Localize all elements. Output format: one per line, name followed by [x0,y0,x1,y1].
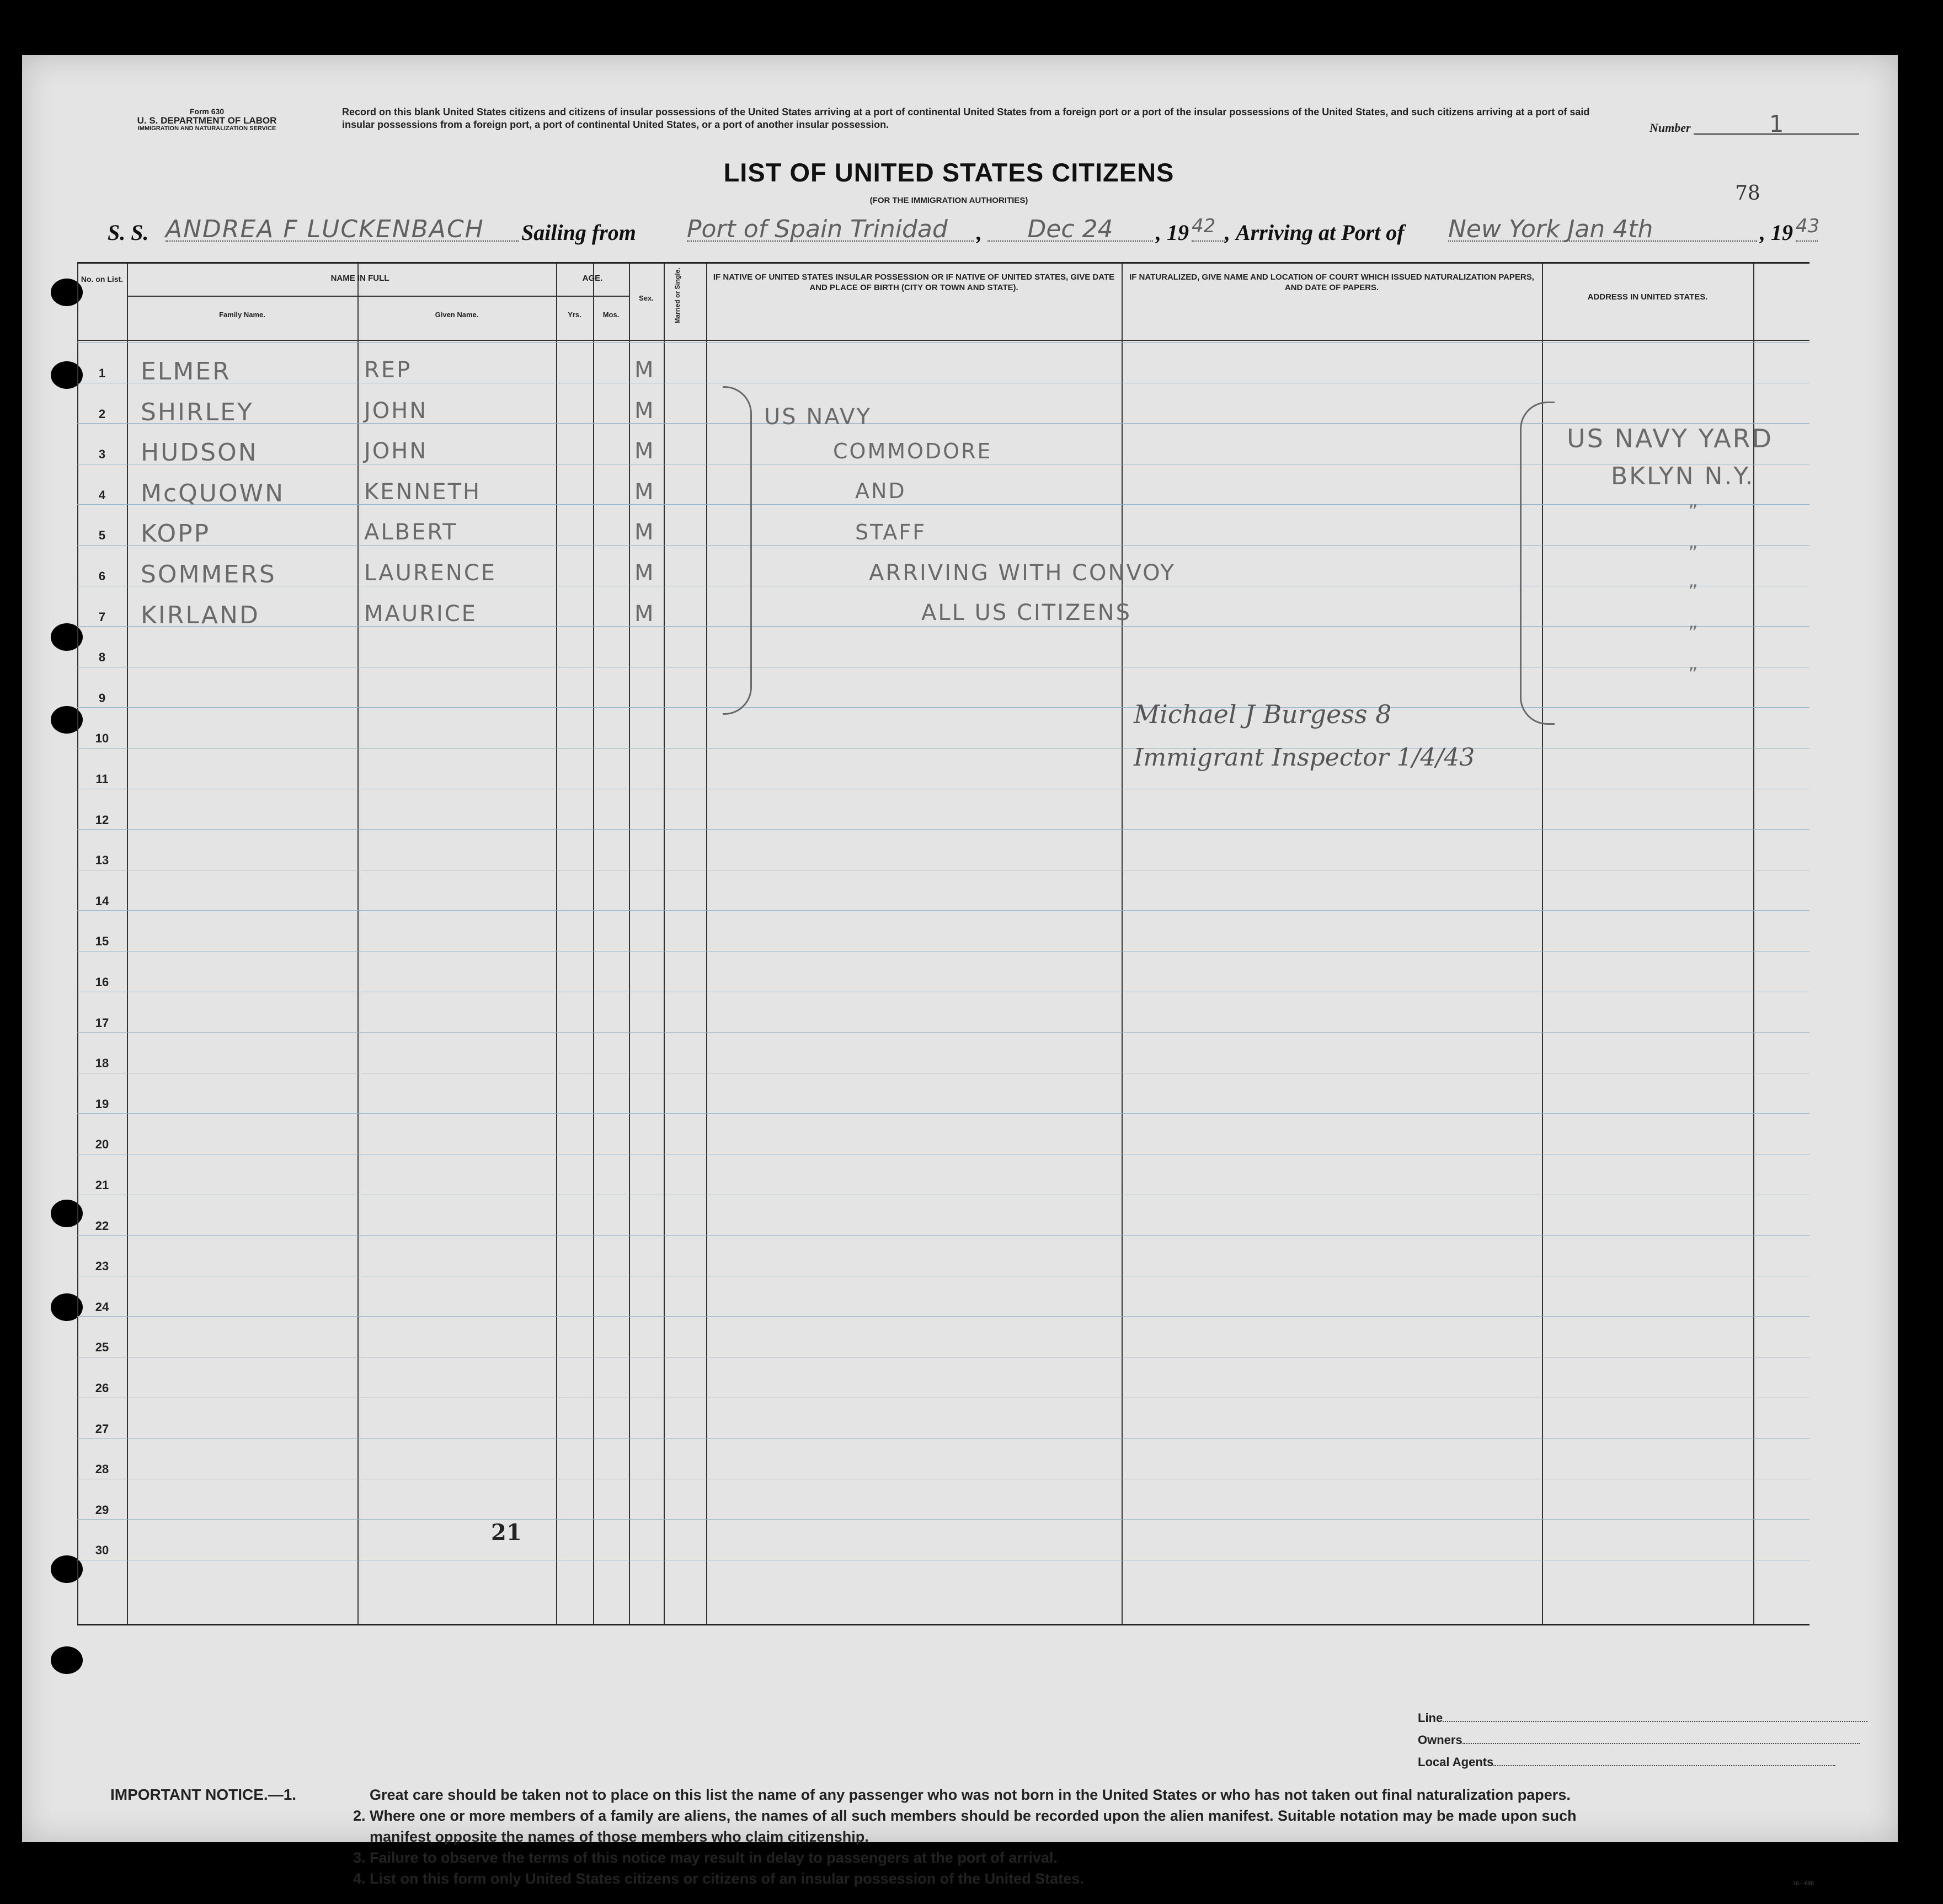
row-number: 30 [95,1543,109,1558]
col-age-years: Yrs. [568,311,581,319]
arrival-port-date: New York Jan 4th [1448,215,1757,242]
form-instructions: Record on this blank United States citizens and citizens of insular possessions of the United States arriving at a port of continental United States from a foreign port or a port of the insular possessions of the United States, and such citizens arriving at a port of said insular possessions from a foreign port, a port of continental United States, or a port of another insular possession. [342,106,1590,131]
manifest-sheet [22,55,1898,1887]
family-name-entry: KOPP [141,520,211,548]
address-brooklyn: BKLYN N.Y. [1611,462,1755,490]
sex-entry: M [634,479,655,505]
given-name-entry: MAURICE [364,601,477,627]
col-naturalization: IF NATURALIZED, GIVE NAME AND LOCATION OF COURT WHICH ISSUED NATURALIZATION PAPERS, AND DATE OF PAPERS. [1129,272,1534,292]
notice-heading: IMPORTANT NOTICE.—1. [110,1786,297,1803]
row-rule [77,1235,1809,1236]
row-number: 24 [95,1299,109,1314]
document-subtitle: (FOR THE IMMIGRATION AUTHORITIES) [869,196,1028,205]
row-number: 8 [98,650,106,665]
notice-item-4: 4. List on this form only United States citizens or citizens of an insular possession of the United States. [353,1870,1084,1887]
note-us-navy: US NAVY [764,404,872,430]
sex-entry: M [634,438,655,464]
form-header [83,108,331,132]
row-number: 10 [95,731,109,746]
row-number: 18 [95,1056,109,1071]
owners-field [1418,1732,1860,1747]
voyage-line: S. S. ANDREA F LUCKENBACH Sailing from Port of Spain Trinidad , Dec 24 , 19 42 , Arriving at Port of New York Jan 4th , 19 43 [108,215,1820,245]
note-staff: STAFF [855,520,927,544]
service-name: IMMIGRATION AND NATURALIZATION SERVICE [137,125,276,132]
row-rule [77,829,1809,830]
row-number: 9 [98,691,106,705]
given-name-entry: REP [364,357,412,383]
inspector-title-date: Immigrant Inspector 1/4/43 [1134,744,1475,772]
col-married-single: Married or Single. [674,268,681,324]
given-name-entry: JOHN [364,438,428,464]
notice-item-3: 3. Failure to observe the terms of this notice may result in delay to passengers at the port of arrival. [353,1849,1058,1866]
arrival-year: 43 [1796,215,1818,242]
form-print-code: 16—688 [1793,1881,1814,1887]
row-rule [77,1113,1809,1114]
col-age-months: Mos. [602,311,620,319]
given-name-entry: ALBERT [364,520,458,545]
notice-item-2-cont: manifest opposite the names of those members who claim citizenship. [370,1828,869,1845]
row-number: 19 [95,1097,109,1111]
ditto-mark: ” [1688,622,1698,644]
row-number: 6 [98,569,106,583]
address-navy-yard: US NAVY YARD [1567,424,1773,453]
family-name-entry: HUDSON [141,438,258,467]
family-name-entry: ELMER [141,357,231,386]
row-number: 15 [95,934,109,949]
inspector-signature: Michael J Burgess 8 [1134,699,1392,729]
family-name-entry: SOMMERS [141,560,276,589]
number-label: Number [1650,121,1691,135]
ss-label: S. S. [108,220,149,245]
punch-hole [51,1646,83,1674]
row-number: 13 [95,853,109,868]
family-name-entry: SHIRLEY [141,398,254,426]
ditto-mark: ” [1688,581,1698,603]
line-label: Line [1418,1711,1443,1725]
note-and: AND [855,479,906,503]
col-family-name: Family Name. [219,311,265,319]
left-brace [1520,402,1555,725]
sex-entry: M [634,560,655,586]
right-brace [723,386,752,715]
owners-label: Owners [1418,1733,1462,1747]
departure-date: Dec 24 [987,215,1153,242]
col-no-on-list: No. on List. [81,275,124,284]
sex-entry: M [634,520,655,545]
line-field [1418,1710,1867,1725]
row-number: 4 [98,488,106,502]
sex-entry: M [634,357,655,383]
col-given-name: Given Name. [435,311,479,319]
col-native-birthplace: IF NATIVE OF UNITED STATES INSULAR POSSESSION OR IF NATIVE OF UNITED STATES, GIVE DATE AND PLACE OF BIRTH (CITY OR TOWN AND STATE). [713,272,1115,292]
sex-entry: M [634,601,655,627]
departure-year-prefix: 19 [1167,220,1189,245]
row-number: 7 [98,609,106,624]
page-count: 21 [491,1520,522,1545]
department-name: U. S. DEPARTMENT OF LABOR [137,115,277,126]
page-stamp: 78 [1735,182,1760,205]
row-number: 11 [95,772,109,786]
row-number: 2 [98,407,106,421]
list-number [1650,110,1859,137]
row-number: 1 [98,366,106,380]
row-number: 23 [95,1259,109,1274]
note-arriving-with-convoy: ARRIVING WITH CONVOY [869,560,1176,586]
row-number: 16 [95,975,109,989]
family-name-entry: KIRLAND [141,601,260,629]
row-rule [77,1519,1809,1520]
row-number: 27 [95,1421,109,1436]
number-value: 1 [1694,115,1859,135]
sailing-label: Sailing from [521,220,636,245]
row-number: 3 [98,447,106,462]
note-all-us-citizens: ALL US CITIZENS [921,600,1131,625]
departure-year: 42 [1192,215,1225,242]
row-rule [77,1032,1809,1033]
row-rule [77,342,1809,343]
row-number: 20 [95,1137,109,1152]
row-number: 28 [95,1462,109,1477]
col-address: ADDRESS IN UNITED STATES. [1587,292,1708,302]
row-number: 12 [95,812,109,827]
row-number: 5 [98,528,106,543]
given-name-entry: JOHN [364,398,428,424]
given-name-entry: KENNETH [364,479,482,505]
passenger-table [77,262,1809,1625]
sex-entry: M [634,398,655,424]
notice-item-1: Great care should be taken not to place on this list the name of any passenger who was not born in the United States or who has not taken out final naturalization papers. [370,1787,1571,1803]
ship-name: ANDREA F LUCKENBACH [166,215,519,242]
row-number: 26 [95,1381,109,1395]
given-name-entry: LAURENCE [364,560,497,586]
row-number: 25 [95,1340,109,1355]
row-number: 22 [95,1218,109,1233]
notice-item-2: 2. Where one or more members of a family are aliens, the names of all such members should be recorded upon the alien manifest. Suitable notation may be made upon such [353,1807,1577,1824]
row-number: 14 [95,894,109,908]
row-number: 21 [95,1178,109,1192]
ditto-mark: ” [1688,501,1698,523]
form-number: Form 630 [189,107,225,116]
note-commodore: COMMODORE [833,439,992,463]
col-sex: Sex. [639,294,654,302]
local-agents-label: Local Agents [1418,1755,1494,1769]
col-age: AGE. [582,274,603,283]
row-number: 29 [95,1502,109,1517]
local-agents-field [1418,1754,1835,1769]
row-rule [77,1316,1809,1317]
ditto-mark: ” [1688,542,1698,564]
ditto-mark: ” [1688,664,1698,686]
document-title: LIST OF UNITED STATES CITIZENS [723,158,1175,187]
arrival-year-prefix: 19 [1771,220,1793,245]
family-name-entry: McQUOWN [141,479,285,507]
col-name-in-full: NAME IN FULL [330,274,389,283]
row-rule [77,910,1809,911]
row-number: 17 [95,1015,109,1030]
arriving-label: Arriving at Port of [1236,220,1405,245]
departure-port: Port of Spain Trinidad [687,215,974,242]
